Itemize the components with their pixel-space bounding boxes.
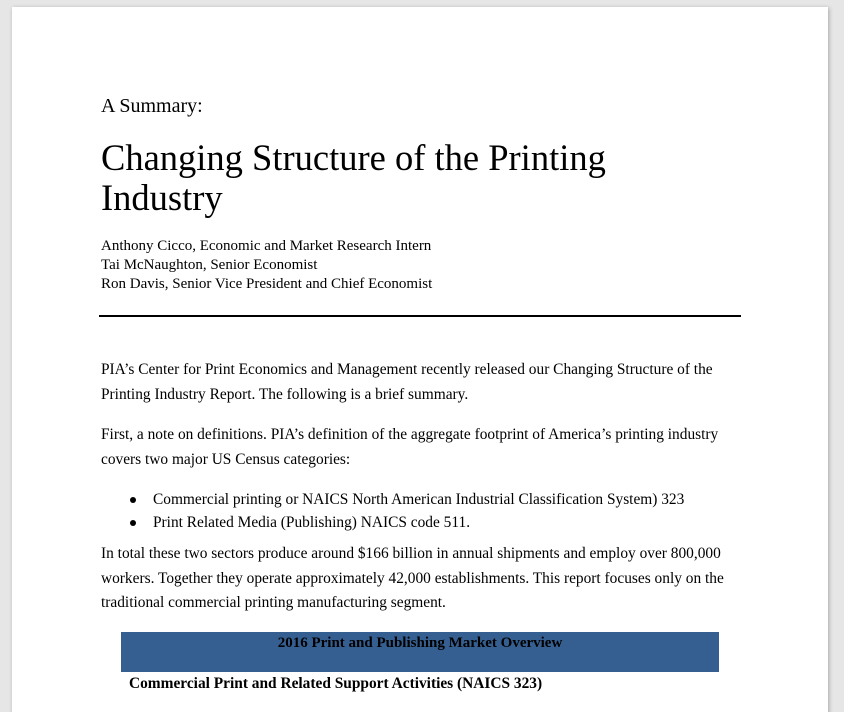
bullet-text: Print Related Media (Publishing) NAICS code 511.	[153, 514, 471, 531]
document-title: Changing Structure of the Printing Industry	[101, 137, 606, 218]
author-line: Anthony Cicco, Economic and Market Research Intern	[101, 238, 432, 254]
paragraph-totals: In total these two sectors produce around $166 billion in annual shipments and employ over 800,000 workers. Together they operate approximately 42,000 establishments. This report focuses only on the traditional commercial printing manufacturing segment.	[101, 545, 724, 611]
author-list	[101, 237, 432, 294]
document-page	[12, 7, 828, 712]
bullet-text: Commercial printing or NAICS North American Industrial Classification System) 323	[153, 491, 685, 508]
document-kicker: A Summary:	[101, 95, 203, 117]
author-line: Tai McNaughton, Senior Economist	[101, 257, 318, 273]
bullet-list	[124, 488, 684, 534]
table-header-bar	[121, 632, 719, 672]
bullet-item	[124, 511, 684, 534]
paragraph-intro: PIA’s Center for Print Economics and Management recently released our Changing Structure of the Printing Industry Report. The following is a brief summary.	[101, 361, 713, 403]
author-line: Ron Davis, Senior Vice President and Chief Economist	[101, 276, 433, 292]
paragraph-definitions: First, a note on definitions. PIA’s definition of the aggregate footprint of America’s printing industry covers two major US Census categories:	[101, 426, 719, 468]
horizontal-rule	[99, 315, 741, 317]
table-subheading: Commercial Print and Related Support Activities (NAICS 323)	[129, 675, 543, 692]
table-header-title: 2016 Print and Publishing Market Overview	[277, 635, 563, 651]
bullet-icon	[130, 520, 136, 526]
bullet-icon	[130, 497, 136, 503]
bullet-item	[124, 488, 684, 511]
